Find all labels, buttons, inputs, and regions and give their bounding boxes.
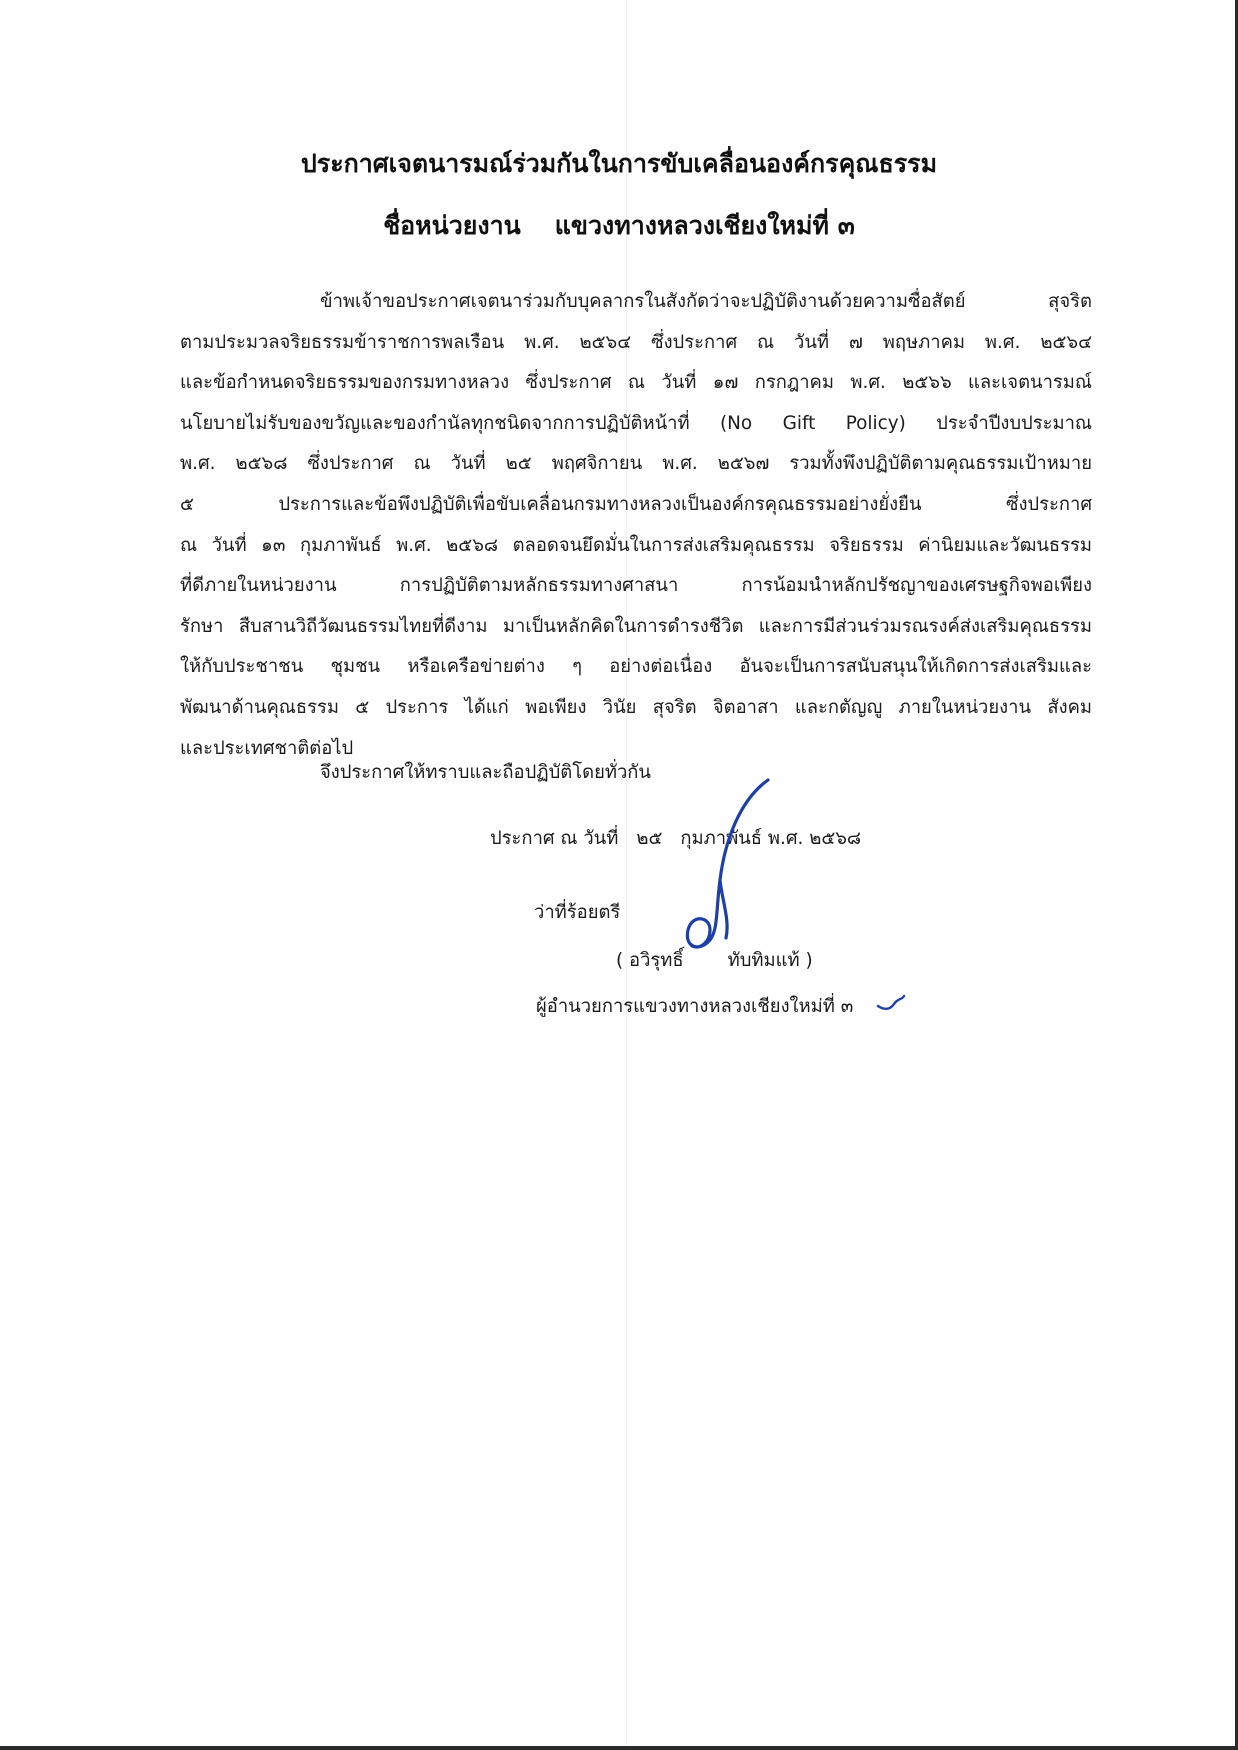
declaration-body (180, 282, 1092, 769)
body-line: ณ วันที่ ๑๓ กุมภาพันธ์ พ.ศ. ๒๕๖๘ ตลอดจนยึดมั่นในการส่งเสริมคุณธรรม จริยธรรม ค่านิยมและวัฒนธรรม (180, 534, 1092, 556)
paper-fold-line (626, 0, 627, 1750)
signer-position: ผู้อำนวยการแขวงทางหลวงเชียงใหม่ที่ ๓ (536, 996, 854, 1017)
body-line: ข้าพเจ้าขอประกาศเจตนาร่วมกับบุคลากรในสังกัดว่าจะปฏิบัติงานด้วยความซื่อสัตย์ สุจริต (320, 291, 1092, 312)
announce-month-year: กุมภาพันธ์ พ.ศ. ๒๕๖๘ (680, 828, 862, 849)
handwritten-signature (670, 770, 790, 970)
signer-name-close: ทับทิมแท้ ) (727, 950, 813, 971)
scan-edge-bottom (0, 1746, 1238, 1750)
body-line: ที่ดีภายในหน่วยงาน การปฏิบัติตามหลักธรรมทางศาสนา การน้อมนำหลักปรัชญาของเศรษฐกิจพอเพียง (180, 575, 1092, 597)
unit-heading (0, 206, 1238, 246)
handwritten-mark (876, 994, 906, 1014)
body-line: รักษา สืบสานวิถีวัฒนธรรมไทยที่ดีงาม มาเป็นหลักคิดในการดำรงชีวิต และการมีส่วนร่วมรณรงค์ส่งเสริมคุณธรรม (180, 615, 1092, 637)
signer-name-open: ( อวิรุทธิ์ (616, 950, 684, 971)
body-line: และข้อกำหนดจริยธรรมของกรมทางหลวง ซึ่งประกาศ ณ วันที่ ๑๗ กรกฎาคม พ.ศ. ๒๕๖๖ และเจตนารมณ์ (180, 372, 1092, 394)
body-line: ให้กับประชาชน ชุมชน หรือเครือข่ายต่าง ๆ อย่างต่อเนื่อง อันจะเป็นการสนับสนุนให้เกิดการส่งเสริมและ (180, 656, 1092, 678)
unit-label: ชื่อหน่วยงาน (383, 211, 521, 240)
body-line: และประเทศชาติต่อไป (180, 737, 354, 759)
announce-day: ๒๕ (636, 828, 663, 849)
document-title: ประกาศเจตนารมณ์ร่วมกันในการขับเคลื่อนองค์กรคุณธรรม (300, 149, 938, 178)
closing-statement: จึงประกาศให้ทราบและถือปฏิบัติโดยทั่วกัน (320, 762, 651, 783)
signer-rank: ว่าที่ร้อยตรี (534, 902, 621, 923)
body-line: พ.ศ. ๒๕๖๘ ซึ่งประกาศ ณ วันที่ ๒๕ พฤศจิกายน พ.ศ. ๒๕๖๗ รวมทั้งพึงปฏิบัติตามคุณธรรมเป้าหมาย (180, 453, 1092, 475)
body-line: ๕ ประการและข้อพึงปฏิบัติเพื่อขับเคลื่อนกรมทางหลวงเป็นองค์กรคุณธรรมอย่างยั่งยืน ซึ่งประกาศ (180, 493, 1092, 515)
body-line: นโยบายไม่รับของขวัญและของกำนัลทุกชนิดจากการปฏิบัติหน้าที่ (No Gift Policy) ประจำปีงบประมาณ (180, 412, 1092, 434)
body-line: ตามประมวลจริยธรรมข้าราชการพลเรือน พ.ศ. ๒๕๖๔ ซึ่งประกาศ ณ วันที่ ๗ พฤษภาคม พ.ศ. ๒๕๖๔ (180, 331, 1092, 353)
unit-name: แขวงทางหลวงเชียงใหม่ที่ ๓ (554, 211, 855, 240)
body-line: พัฒนาด้านคุณธรรม ๕ ประการ ได้แก่ พอเพียง วินัย สุจริต จิตอาสา และกตัญญู ภายในหน่วยงาน สังคม (180, 696, 1092, 718)
announce-prefix: ประกาศ ณ วันที่ (490, 828, 619, 849)
signer-name (616, 946, 813, 975)
